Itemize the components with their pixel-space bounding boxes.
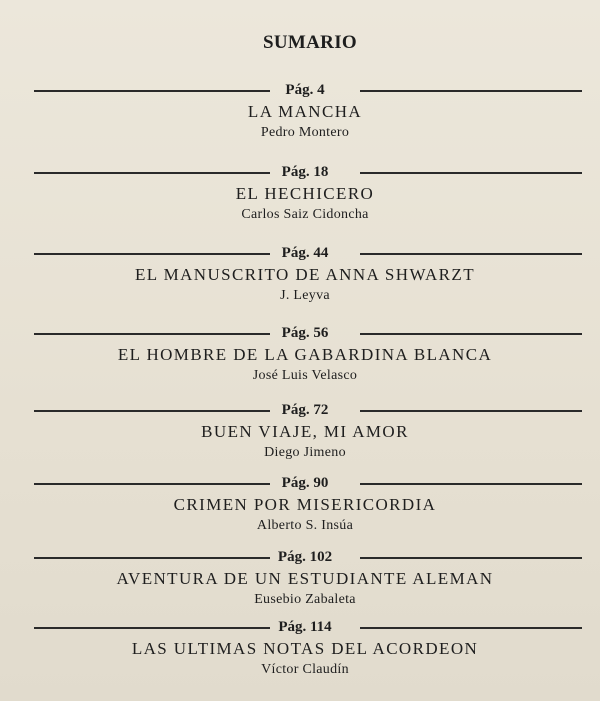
story-author: José Luis Velasco xyxy=(252,368,358,383)
page-number-row xyxy=(0,617,600,637)
story-author: J. Leyva xyxy=(280,288,330,303)
story-title: LA MANCHA xyxy=(247,102,363,121)
story-title: BUEN VIAJE, MI AMOR xyxy=(201,422,409,441)
toc-entry xyxy=(0,400,600,462)
page-number-row xyxy=(0,547,600,567)
story-author: Diego Jimeno xyxy=(264,445,346,460)
rule-right xyxy=(360,253,582,255)
page-number-row xyxy=(0,323,600,343)
story-author: Víctor Claudín xyxy=(261,662,349,677)
rule-left xyxy=(34,410,270,412)
page-number: Pág. 56 xyxy=(281,325,329,341)
toc-entry xyxy=(0,547,600,609)
toc-entry xyxy=(0,243,600,305)
rule-left xyxy=(34,90,270,92)
rule-right xyxy=(360,333,582,335)
story-author: Carlos Saiz Cidoncha xyxy=(241,207,369,222)
story-title: EL MANUSCRITO DE ANNA SHWARZT xyxy=(134,265,475,284)
story-title: AVENTURA DE UN ESTUDIANTE ALEMAN xyxy=(116,569,494,588)
rule-left xyxy=(34,253,270,255)
toc-entry xyxy=(0,162,600,224)
toc-entry xyxy=(0,473,600,535)
toc-entry xyxy=(0,80,600,142)
page-number-row xyxy=(0,243,600,263)
page-number-row xyxy=(0,400,600,420)
rule-left xyxy=(34,333,270,335)
page-number: Pág. 18 xyxy=(281,164,329,180)
story-title: CRIMEN POR MISERICORDIA xyxy=(173,495,437,514)
rule-right xyxy=(360,410,582,412)
page-number-row xyxy=(0,473,600,493)
page-number: Pág. 72 xyxy=(281,402,329,418)
rule-left xyxy=(34,172,270,174)
story-author: Alberto S. Insúa xyxy=(256,518,354,533)
toc-entry xyxy=(0,323,600,385)
page-number: Pág. 102 xyxy=(277,549,333,565)
rule-left xyxy=(34,627,270,629)
page-number-row xyxy=(0,162,600,182)
rule-right xyxy=(360,627,582,629)
rule-right xyxy=(360,483,582,485)
story-title: EL HOMBRE DE LA GABARDINA BLANCA xyxy=(117,345,493,364)
page-title: SUMARIO xyxy=(263,32,357,53)
story-title: LAS ULTIMAS NOTAS DEL ACORDEON xyxy=(131,639,479,658)
rule-right xyxy=(360,90,582,92)
page-number: Pág. 90 xyxy=(281,475,329,491)
toc-entry xyxy=(0,617,600,679)
story-author: Eusebio Zabaleta xyxy=(254,592,356,607)
story-author: Pedro Montero xyxy=(260,125,350,140)
rule-left xyxy=(34,483,270,485)
story-title: EL HECHICERO xyxy=(235,184,375,203)
rule-right xyxy=(360,172,582,174)
rule-left xyxy=(34,557,270,559)
page-number: Pág. 114 xyxy=(278,619,332,635)
page-number: Pág. 44 xyxy=(281,245,329,261)
page-number: Pág. 4 xyxy=(285,82,325,98)
page-number-row xyxy=(0,80,600,100)
rule-right xyxy=(360,557,582,559)
